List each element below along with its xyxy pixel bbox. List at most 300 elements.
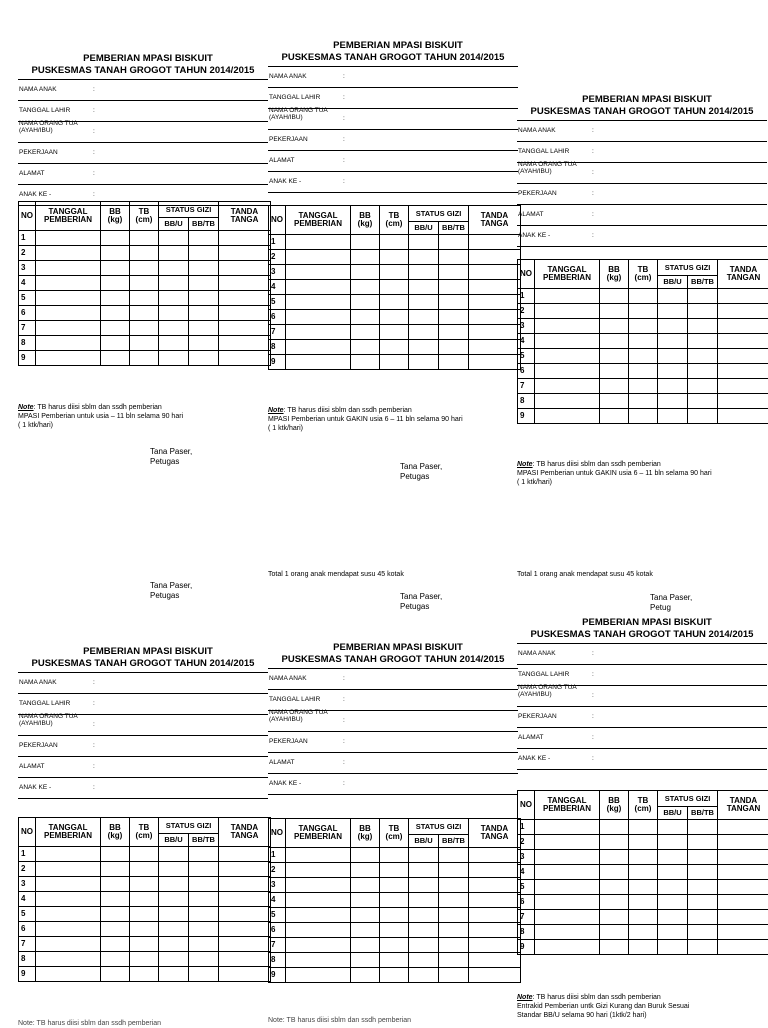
header-no: NO <box>19 818 36 847</box>
header-no: NO <box>518 791 535 820</box>
table-cell <box>439 280 469 295</box>
identity-row <box>517 163 767 184</box>
signature-role: Petugas <box>400 602 442 612</box>
table-cell <box>219 231 271 246</box>
note-card-2 <box>268 406 498 433</box>
table-cell <box>189 952 219 967</box>
table-cell <box>535 865 600 880</box>
table-cell <box>718 379 768 394</box>
table-cell <box>658 925 688 940</box>
table-cell <box>629 940 658 955</box>
table-cell <box>36 967 101 982</box>
row-number: 9 <box>518 409 535 424</box>
table-row <box>269 265 521 280</box>
signature-place: Tana Paser, <box>400 592 442 602</box>
table-cell <box>36 276 101 291</box>
field-colon: : <box>592 692 594 699</box>
table-cell <box>535 835 600 850</box>
field-colon: : <box>343 157 345 164</box>
header-tanda-tangan: TANDA TANGAN <box>718 791 768 820</box>
table-cell <box>36 306 101 321</box>
table-cell <box>380 325 409 340</box>
table-cell <box>351 325 380 340</box>
field-label: ALAMAT <box>518 734 588 741</box>
table-cell <box>189 276 219 291</box>
table-cell <box>535 910 600 925</box>
signature-role: Petugas <box>150 591 192 601</box>
table-cell <box>629 820 658 835</box>
field-label: NAMA ANAK <box>19 679 89 686</box>
table-cell <box>688 334 718 349</box>
header-bb-u: BB/U <box>159 218 189 231</box>
header-bb: BB (kg) <box>600 791 629 820</box>
header-bb-tb: BB/TB <box>189 218 219 231</box>
table-cell <box>600 850 629 865</box>
table-cell <box>658 349 688 364</box>
field-label: PEKERJAAN <box>518 713 588 720</box>
row-number: 4 <box>19 892 36 907</box>
table-row <box>518 925 768 940</box>
signature-block-2b <box>400 592 442 612</box>
table-cell <box>219 847 271 862</box>
header-bb: BB (kg) <box>600 260 629 289</box>
field-colon: : <box>343 136 345 143</box>
identity-block <box>517 120 767 247</box>
row-number: 5 <box>19 907 36 922</box>
table-cell <box>535 925 600 940</box>
table-cell <box>535 319 600 334</box>
table-cell <box>409 310 439 325</box>
field-colon: : <box>343 94 345 101</box>
form-title: PEMBERIAN MPASI BISKUIT <box>18 53 268 65</box>
table-cell <box>409 863 439 878</box>
table-cell <box>469 355 521 370</box>
table-cell <box>535 289 600 304</box>
row-number: 2 <box>19 246 36 261</box>
form-subtitle: PUSKESMAS TANAH GROGOT TAHUN 2014/2015 <box>268 52 518 64</box>
row-number: 7 <box>518 910 535 925</box>
table-row <box>269 848 521 863</box>
identity-row <box>517 205 767 226</box>
table-cell <box>101 276 130 291</box>
table-cell <box>718 940 768 955</box>
header-bb: BB (kg) <box>351 206 380 235</box>
table-cell <box>469 878 521 893</box>
table-cell <box>658 304 688 319</box>
table-row <box>518 349 768 364</box>
table-cell <box>439 953 469 968</box>
identity-row <box>18 122 268 143</box>
row-number: 8 <box>269 340 286 355</box>
field-label: ANAK KE - <box>518 755 588 762</box>
table-cell <box>286 938 351 953</box>
table-cell <box>718 835 768 850</box>
field-colon: : <box>343 675 345 682</box>
total-note-3: Total 1 orang anak mendapat susu 45 kotak <box>517 571 653 578</box>
field-colon: : <box>343 759 345 766</box>
table-cell <box>535 895 600 910</box>
table-cell <box>439 863 469 878</box>
table-cell <box>189 937 219 952</box>
table-row <box>518 334 768 349</box>
header-no: NO <box>518 260 535 289</box>
table-cell <box>159 306 189 321</box>
row-number: 5 <box>269 295 286 310</box>
identity-row <box>268 690 518 711</box>
table-cell <box>658 289 688 304</box>
table-row <box>269 878 521 893</box>
identity-row <box>18 757 268 778</box>
table-cell <box>409 235 439 250</box>
table-cell <box>380 295 409 310</box>
table-cell <box>380 265 409 280</box>
field-label: NAMA ORANG TUA (AYAH/IBU) <box>518 684 588 698</box>
table-cell <box>351 923 380 938</box>
header-bb: BB (kg) <box>101 818 130 847</box>
table-cell <box>219 937 271 952</box>
header-bb: BB (kg) <box>101 202 130 231</box>
table-row <box>269 280 521 295</box>
table-cell <box>469 235 521 250</box>
note-line: MPASI Pemberian untuk GAKIN usia 6 – 11 bln selama 90 hari <box>517 469 747 478</box>
header-bb-tb: BB/TB <box>439 222 469 235</box>
identity-block <box>517 643 767 770</box>
table-cell <box>189 892 219 907</box>
table-cell <box>189 231 219 246</box>
table-cell <box>219 967 271 982</box>
table-cell <box>380 893 409 908</box>
row-number: 9 <box>19 967 36 982</box>
header-status-gizi: STATUS GIZI <box>409 819 469 835</box>
table-cell <box>101 952 130 967</box>
table-row <box>518 364 768 379</box>
table-cell <box>600 364 629 379</box>
table-cell <box>629 850 658 865</box>
table-cell <box>600 409 629 424</box>
form-title: PEMBERIAN MPASI BISKUIT <box>517 94 767 106</box>
record-table <box>268 818 521 983</box>
table-cell <box>159 967 189 982</box>
table-row <box>518 319 768 334</box>
table-cell <box>36 847 101 862</box>
note-text: : TB harus diisi sblm dan ssdh pemberian <box>533 994 661 1001</box>
table-cell <box>159 321 189 336</box>
table-cell <box>688 319 718 334</box>
table-cell <box>36 261 101 276</box>
note-line: MPASI Pemberian untuk GAKIN usia 6 – 11 bln selama 90 hari <box>268 415 498 424</box>
table-row <box>269 863 521 878</box>
table-row <box>269 923 521 938</box>
row-number: 2 <box>269 250 286 265</box>
note-line: MPASI Pemberian untuk usia – 11 bln selama 90 hari <box>18 412 248 421</box>
table-row <box>518 835 768 850</box>
table-cell <box>130 847 159 862</box>
identity-row <box>268 67 518 88</box>
table-cell <box>380 310 409 325</box>
table-row <box>518 409 768 424</box>
table-row <box>518 880 768 895</box>
table-cell <box>658 835 688 850</box>
identity-row <box>18 715 268 736</box>
table-cell <box>469 893 521 908</box>
signature-place: Tana Paser, <box>400 462 442 472</box>
table-row <box>518 304 768 319</box>
field-colon: : <box>592 755 594 762</box>
table-cell <box>688 910 718 925</box>
header-bb-u: BB/U <box>409 222 439 235</box>
row-number: 3 <box>269 265 286 280</box>
note-card-5-partial: Note: TB harus diisi sblm dan ssdh pemberian <box>268 1016 498 1025</box>
table-row <box>19 862 271 877</box>
record-table <box>517 790 768 955</box>
field-colon: : <box>93 721 95 728</box>
field-label: NAMA ORANG TUA (AYAH/IBU) <box>269 709 339 723</box>
table-cell <box>409 280 439 295</box>
table-row <box>518 820 768 835</box>
note-line: ( 1 ktk/hari) <box>268 424 498 433</box>
table-cell <box>535 880 600 895</box>
table-cell <box>159 937 189 952</box>
table-cell <box>351 863 380 878</box>
field-label: TANGGAL LAHIR <box>269 696 339 703</box>
field-colon: : <box>592 671 594 678</box>
table-cell <box>130 351 159 366</box>
field-label: PEKERJAAN <box>19 149 89 156</box>
table-cell <box>101 246 130 261</box>
table-cell <box>286 848 351 863</box>
row-number: 4 <box>19 276 36 291</box>
table-row <box>19 892 271 907</box>
table-cell <box>629 334 658 349</box>
row-number: 5 <box>518 880 535 895</box>
table-cell <box>439 235 469 250</box>
table-cell <box>219 306 271 321</box>
identity-row <box>18 80 268 101</box>
table-cell <box>600 289 629 304</box>
table-row <box>269 953 521 968</box>
table-cell <box>718 289 768 304</box>
table-cell <box>130 231 159 246</box>
table-cell <box>380 938 409 953</box>
table-cell <box>351 893 380 908</box>
row-number: 6 <box>19 306 36 321</box>
table-cell <box>189 967 219 982</box>
table-row <box>269 893 521 908</box>
row-number: 9 <box>518 940 535 955</box>
table-cell <box>658 820 688 835</box>
table-cell <box>101 306 130 321</box>
field-label: NAMA ANAK <box>518 127 588 134</box>
row-number: 4 <box>269 280 286 295</box>
header-bb-u: BB/U <box>409 835 439 848</box>
table-cell <box>600 880 629 895</box>
table-cell <box>380 340 409 355</box>
table-cell <box>409 878 439 893</box>
table-cell <box>600 820 629 835</box>
header-tanggal: TANGGAL PEMBERIAN <box>535 791 600 820</box>
identity-block <box>18 79 268 206</box>
table-cell <box>130 261 159 276</box>
table-row <box>19 877 271 892</box>
table-cell <box>439 265 469 280</box>
table-cell <box>718 319 768 334</box>
note-text: : TB harus diisi sblm dan ssdh pemberian <box>284 407 412 414</box>
table-cell <box>219 922 271 937</box>
table-cell <box>130 306 159 321</box>
header-tanggal: TANGGAL PEMBERIAN <box>286 206 351 235</box>
field-colon: : <box>343 717 345 724</box>
table-cell <box>718 334 768 349</box>
table-row <box>269 310 521 325</box>
table-row <box>19 952 271 967</box>
table-row <box>269 938 521 953</box>
field-label: NAMA ANAK <box>269 675 339 682</box>
header-bb-u: BB/U <box>658 276 688 289</box>
table-cell <box>286 250 351 265</box>
field-colon: : <box>93 784 95 791</box>
field-colon: : <box>93 763 95 770</box>
table-cell <box>718 364 768 379</box>
table-cell <box>101 351 130 366</box>
table-cell <box>36 321 101 336</box>
field-colon: : <box>93 86 95 93</box>
table-cell <box>658 394 688 409</box>
table-cell <box>189 306 219 321</box>
row-number: 8 <box>518 925 535 940</box>
field-label: NAMA ORANG TUA (AYAH/IBU) <box>19 120 89 134</box>
table-cell <box>469 325 521 340</box>
field-colon: : <box>592 713 594 720</box>
table-cell <box>351 953 380 968</box>
note-card-1 <box>18 403 248 430</box>
table-cell <box>36 862 101 877</box>
form-title: PEMBERIAN MPASI BISKUIT <box>268 40 518 52</box>
row-number: 5 <box>19 291 36 306</box>
table-cell <box>159 952 189 967</box>
note-line: Standar BB/U selama 90 hari (1ktk/2 hari) <box>517 1011 747 1020</box>
table-cell <box>159 276 189 291</box>
table-cell <box>130 336 159 351</box>
table-cell <box>718 865 768 880</box>
table-cell <box>351 295 380 310</box>
table-row <box>518 940 768 955</box>
table-cell <box>189 862 219 877</box>
table-cell <box>286 968 351 983</box>
table-header-row <box>269 819 521 835</box>
table-cell <box>658 940 688 955</box>
table-cell <box>535 409 600 424</box>
identity-row <box>268 88 518 109</box>
record-table <box>517 259 768 424</box>
table-cell <box>189 907 219 922</box>
table-cell <box>535 394 600 409</box>
table-cell <box>36 922 101 937</box>
row-number: 4 <box>518 334 535 349</box>
note-label: Note <box>18 404 34 411</box>
identity-block <box>268 66 518 193</box>
row-number: 3 <box>518 850 535 865</box>
table-cell <box>380 923 409 938</box>
table-cell <box>600 865 629 880</box>
table-cell <box>286 878 351 893</box>
table-cell <box>286 280 351 295</box>
table-cell <box>159 291 189 306</box>
table-cell <box>658 334 688 349</box>
table-cell <box>409 938 439 953</box>
table-cell <box>535 349 600 364</box>
header-bb-tb: BB/TB <box>688 276 718 289</box>
header-status-gizi: STATUS GIZI <box>159 202 219 218</box>
table-cell <box>439 250 469 265</box>
table-cell <box>658 850 688 865</box>
table-cell <box>688 304 718 319</box>
table-cell <box>600 304 629 319</box>
table-cell <box>189 922 219 937</box>
header-bb-tb: BB/TB <box>439 835 469 848</box>
table-row <box>518 379 768 394</box>
table-cell <box>130 862 159 877</box>
table-cell <box>159 336 189 351</box>
field-label: PEKERJAAN <box>269 136 339 143</box>
table-cell <box>629 379 658 394</box>
field-label: NAMA ANAK <box>19 86 89 93</box>
table-cell <box>409 250 439 265</box>
note-text: : TB harus diisi sblm dan ssdh pemberian <box>34 404 162 411</box>
table-cell <box>688 820 718 835</box>
table-cell <box>409 355 439 370</box>
table-cell <box>409 923 439 938</box>
row-number: 3 <box>19 261 36 276</box>
table-cell <box>718 910 768 925</box>
table-row <box>518 895 768 910</box>
table-cell <box>351 878 380 893</box>
table-row <box>518 865 768 880</box>
table-cell <box>688 289 718 304</box>
identity-row <box>517 121 767 142</box>
table-row <box>19 336 271 351</box>
table-cell <box>159 231 189 246</box>
identity-row <box>18 736 268 757</box>
field-label: ALAMAT <box>19 763 89 770</box>
table-cell <box>688 865 718 880</box>
table-cell <box>189 847 219 862</box>
signature-block-3 <box>650 593 692 613</box>
table-cell <box>469 968 521 983</box>
table-cell <box>159 907 189 922</box>
table-cell <box>658 895 688 910</box>
table-cell <box>409 908 439 923</box>
total-note-2: Total 1 orang anak mendapat susu 45 kotak <box>268 571 404 578</box>
table-row <box>269 250 521 265</box>
table-cell <box>380 953 409 968</box>
field-label: NAMA ORANG TUA (AYAH/IBU) <box>518 161 588 175</box>
note-label: Note <box>517 461 533 468</box>
row-number: 6 <box>518 895 535 910</box>
header-tanda-tangan: TANDA TANGA <box>469 206 521 235</box>
table-cell <box>101 291 130 306</box>
field-label: TANGGAL LAHIR <box>518 671 588 678</box>
table-cell <box>286 923 351 938</box>
table-cell <box>159 862 189 877</box>
note-card-4-partial: Note: TB harus diisi sblm dan ssdh pemberian <box>18 1019 248 1028</box>
table-cell <box>380 280 409 295</box>
identity-row <box>517 686 767 707</box>
table-cell <box>600 940 629 955</box>
field-label: ALAMAT <box>269 759 339 766</box>
field-colon: : <box>93 128 95 135</box>
header-tanda-tangan: TANDA TANGA <box>219 202 271 231</box>
table-cell <box>409 265 439 280</box>
